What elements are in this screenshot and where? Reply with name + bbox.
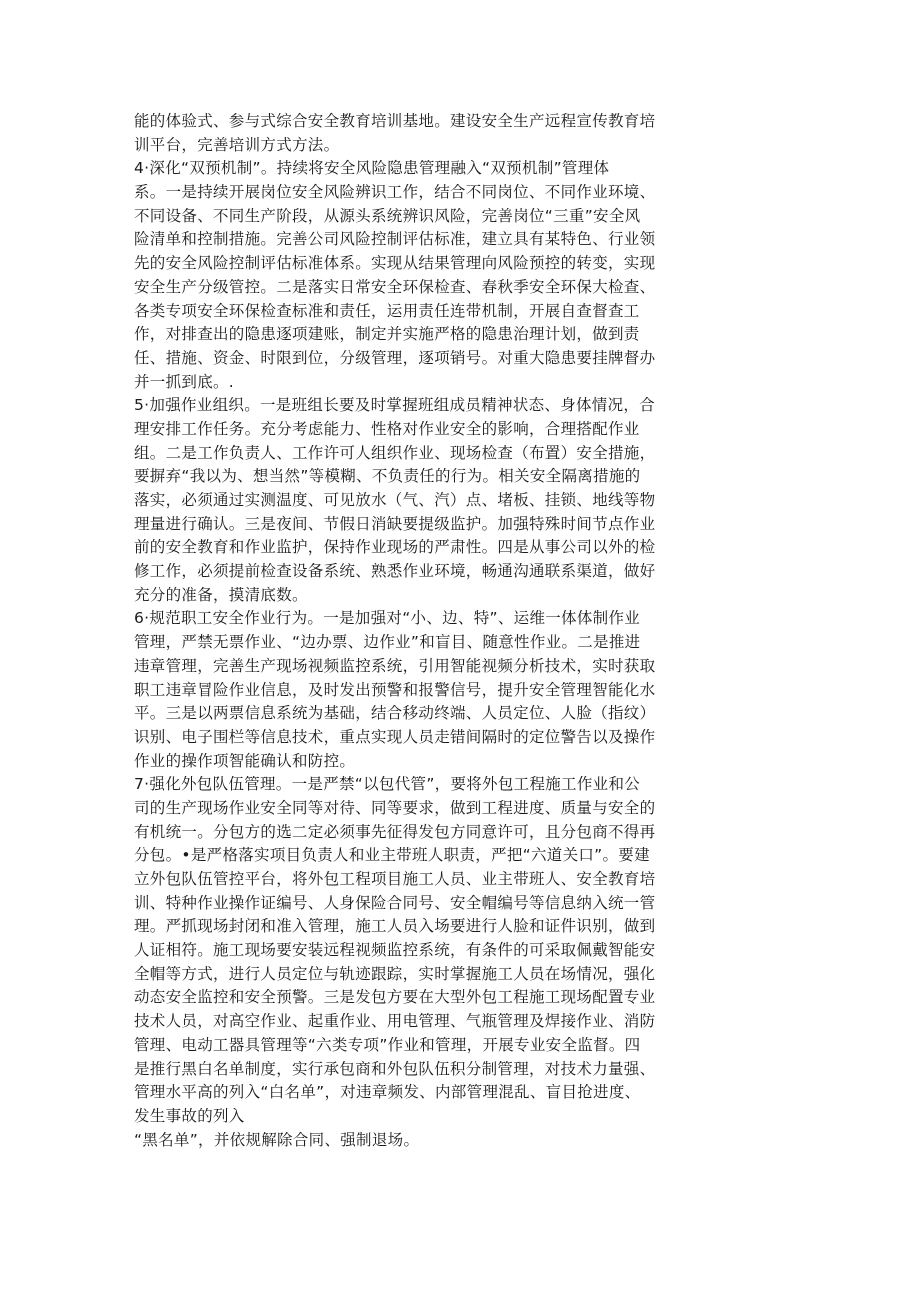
text-line: 系。一是持续开展岗位安全风险辨识工作，结合不同岗位、不同作业环境、 (134, 183, 656, 202)
text-line: 理。严抓现场封闭和准入管理，施工人员入场要进行人脸和证件识别，做到 (134, 917, 656, 936)
text-line: 司的生产现场作业安全同等对待、同等要求，做到工程进度、质量与安全的 (134, 798, 656, 817)
text-line: 险清单和控制措施。完善公司风险控制评估标准，建立具有某特色、行业领 (134, 230, 656, 249)
text-line: 作，对排查出的隐患逐项建账，制定并实施严格的隐患治理计划，做到责 (134, 325, 640, 344)
text-line: 动态安全监控和安全预警。三是发包方要在大型外包工程施工现场配置专业 (134, 988, 656, 1007)
text-line: 理量进行确认。三是夜间、节假日消缺要提级监护。加强特殊时间节点作业 (134, 514, 656, 533)
text-line: 训、特种作业操作证编号、人身保险合同号、安全帽编号等信息纳入统一管 (134, 893, 656, 912)
text-line: “黑名单”，并依规解除合同、强制退场。 (134, 1130, 420, 1149)
text-line: 任、措施、资金、时限到位，分级管理，逐项销号。对重大隐患要挂牌督办 (134, 348, 656, 367)
text-line: 违章管理，完善生产现场视频监控系统，引用智能视频分析技术，实时获取 (134, 656, 656, 675)
text-line: 分包。•是严格落实项目负责人和业主带班人职责，严把“六道关口”。要建 (134, 846, 650, 865)
text-line: 识别、电子围栏等信息技术，重点实现人员走错间隔时的定位警告以及操作 (134, 727, 656, 746)
text-line: 各类专项安全环保检查标准和责任，运用责任连带机制，开展自查督查工 (134, 301, 640, 320)
text-line: 前的安全教育和作业监护，保持作业现场的严肃性。四是从事公司以外的检 (134, 538, 656, 557)
text-line: 先的安全风险控制评估标准体系。实现从结果管理向风险预控的转变，实现 (134, 254, 656, 273)
text-line: 要摒弃“我以为、想当然”等模糊、不负责任的行为。相关安全隔离措施的 (134, 467, 641, 486)
text-line: 平。三是以两票信息系统为基础，结合移动终端、人员定位、人脸（指纹） (134, 704, 656, 723)
text-line: 落实，必须通过实测温度、可见放水（气、汽）点、堵板、挂锁、地线等物 (134, 491, 656, 509)
text-line: 人证相符。施工现场要安装远程视频监控系统，有条件的可采取佩戴智能安 (134, 941, 656, 960)
text-line: 有机统一。分包方的选二定必须事先征得发包方同意许可，且分包商不得再 (134, 822, 656, 841)
text-line: 不同设备、不同生产阶段，从源头系统辨识风险，完善岗位“三重”安全风 (134, 206, 641, 225)
body-text (134, 110, 664, 1152)
text-line: 全帽等方式，进行人员定位与轨迹跟踪，实时掌握施工人员在场情况，强化 (134, 964, 656, 983)
text-line: 职工违章冒险作业信息，及时发出预警和报警信号，提升安全管理智能化水 (134, 680, 656, 699)
text-line: 安全生产分级管控。二是落实日常安全环保检查、春秋季安全环保大检查、 (134, 277, 656, 296)
text-line: 管理，严禁无票作业、“边办票、边作业”和盲目、随意性作业。二是推进 (134, 633, 641, 652)
text-line: 7·强化外包队伍管理。一是严禁“以包代管”，要将外包工程施工作业和公 (134, 775, 641, 794)
text-line: 作业的操作项智能确认和防控。 (134, 751, 356, 770)
text-line: 理安排工作任务。充分考虑能力、性格对作业安全的影响，合理搭配作业 (134, 419, 640, 438)
text-line: 发生事故的列入 (134, 1106, 245, 1125)
text-line: 立外包队伍管控平台，将外包工程项目施工人员、业主带班人、安全教育培 (134, 870, 656, 888)
text-line: 管理、电动工器具管理等“六类专项”作业和管理，开展专业安全监督。四 (134, 1035, 641, 1054)
text-line: 管理水平高的列入“白名单”，对违章频发、内部管理混乱、盲目抢进度、 (134, 1083, 641, 1102)
text-line: 充分的准备，摸清底数。 (134, 585, 308, 604)
text-line: 4·深化“双预机制”。持续将安全风险隐患管理融入“双预机制”管理体 (134, 159, 610, 178)
text-line: 修工作，必须提前检查设备系统、熟悉作业环境，畅通沟通联系渠道，做好 (134, 562, 656, 581)
text-line: 是推行黑白名单制度，实行承包商和外包队伍积分制管理，对技术力量强、 (134, 1059, 656, 1078)
text-line: 5·加强作业组织。一是班组长要及时掌握班组成员精神状态、身体情况，合 (134, 396, 655, 415)
text-line: 并一抓到底。. (134, 372, 235, 391)
text-line: 6·规范职工安全作业行为。一是加强对“小、边、特”、运维一体体制作业 (134, 609, 641, 628)
text-line: 技术人员，对高空作业、起重作业、用电管理、气瓶管理及焊接作业、消防 (134, 1012, 656, 1031)
text-line: 训平台，完善培训方式方法。 (134, 135, 340, 154)
text-line: 能的体验式、参与式综合安全教育培训基地。建设安全生产远程宣传教育培 (134, 112, 656, 130)
text-line: 组。二是工作负责人、工作许可人组织作业、现场检查（布置）安全措施， (134, 443, 656, 462)
